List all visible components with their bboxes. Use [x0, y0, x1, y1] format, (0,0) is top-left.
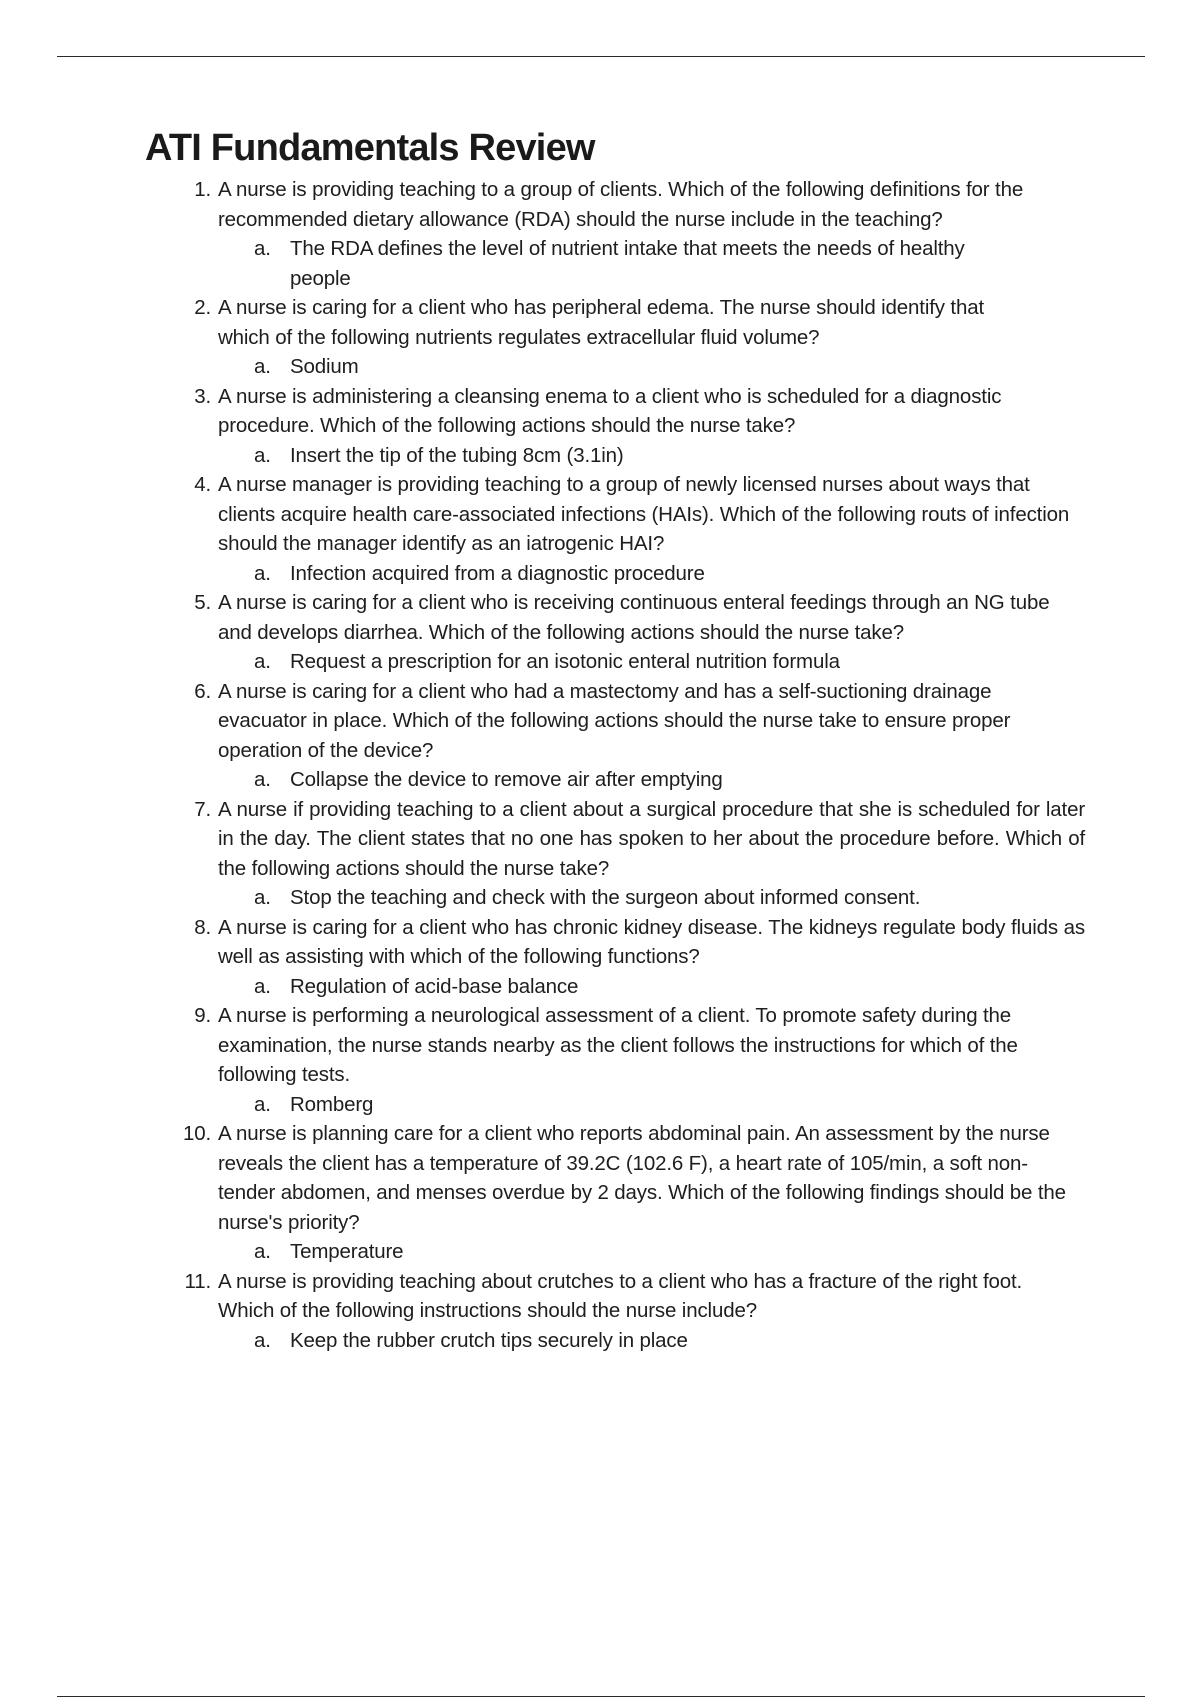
answer-letter: a.: [254, 355, 271, 378]
answer-item: [254, 1237, 1085, 1267]
question-item: [145, 382, 1085, 471]
question-text: A nurse is caring for a client who has chronic kidney disease. The kidneys regulate body fluids as well as assisting with which of the following functions?: [218, 915, 1085, 968]
answer-text: Romberg: [290, 1092, 374, 1116]
bottom-rule: [57, 1696, 1145, 1697]
question-text: A nurse manager is providing teaching to a group of newly licensed nurses about ways that clients acquire health care-associated infections (HAIs). Which of the following routs of infection should the manager identify as an iatrogenic HAI?: [218, 473, 1070, 555]
question-number: 4.: [194, 473, 211, 496]
answer-letter: a.: [254, 1092, 271, 1116]
answer-item: [254, 1090, 1085, 1120]
answer-letter: a.: [254, 561, 271, 585]
answer-item: [254, 352, 1085, 382]
answer-letter: a.: [254, 974, 271, 998]
answer-item: [254, 234, 1085, 293]
question-text: A nurse is providing teaching to a group of clients. Which of the following definitions for the recommended dietary allowance (RDA) should the nurse include in the teaching?: [218, 178, 1024, 231]
answer-text: Keep the rubber crutch tips securely in place: [290, 1328, 688, 1352]
question-item: [145, 1001, 1085, 1119]
answer-text: Regulation of acid-base balance: [290, 974, 579, 998]
answer-item: [254, 559, 1085, 589]
question-number: 1.: [194, 178, 211, 201]
question-number: 2.: [194, 296, 211, 319]
question-item: [145, 677, 1085, 795]
question-item: [145, 795, 1085, 913]
question-text: A nurse is caring for a client who has peripheral edema. The nurse should identify that which of the following nutrients regulates extracellular fluid volume?: [218, 296, 985, 349]
question-item: [145, 1267, 1085, 1356]
question-number: 10.: [182, 1122, 211, 1145]
answer-text: Collapse the device to remove air after emptying: [290, 768, 723, 791]
question-number: 8.: [194, 915, 211, 939]
document-body: [145, 126, 1085, 1355]
question-item: [145, 293, 1085, 382]
answer-letter: a.: [254, 443, 271, 467]
question-text: A nurse is caring for a client who is receiving continuous enteral feedings through an NG tube and develops diarrhea. Which of the following actions should the nurse take?: [218, 591, 1050, 644]
answer-item: [254, 1326, 1085, 1356]
answer-item: [254, 765, 1085, 795]
question-text: A nurse if providing teaching to a client about a surgical procedure that she is scheduled for later in the day. The client states that no one has spoken to her about the procedure before. Which of the following actions should the nurse take?: [218, 797, 1085, 880]
question-text: A nurse is providing teaching about crutches to a client who has a fracture of the right foot. Which of the following instructions should the nurse include?: [218, 1269, 1023, 1322]
question-number: 6.: [194, 679, 211, 703]
question-number: 9.: [194, 1004, 211, 1027]
question-item: [145, 913, 1085, 1002]
top-rule: [57, 56, 1145, 57]
question-text: A nurse is performing a neurological assessment of a client. To promote safety during the examination, the nurse stands nearby as the client follows the instructions for which of the following tests.: [218, 1004, 1018, 1086]
answer-item: [254, 972, 1085, 1002]
answer-item: [254, 441, 1085, 471]
question-item: [145, 175, 1085, 293]
question-text: A nurse is administering a cleansing enema to a client who is scheduled for a diagnostic procedure. Which of the following actions should the nurse take?: [218, 384, 1002, 437]
answer-letter: a.: [254, 1240, 271, 1263]
page-title: ATI Fundamentals Review: [145, 127, 595, 169]
answer-text: Temperature: [290, 1240, 404, 1263]
answer-text: The RDA defines the level of nutrient intake that meets the needs of healthy people: [290, 237, 965, 290]
answer-text: Request a prescription for an isotonic enteral nutrition formula: [290, 650, 840, 673]
question-number: 7.: [194, 797, 211, 821]
answer-text: Stop the teaching and check with the surgeon about informed consent.: [290, 886, 921, 909]
answer-letter: a.: [254, 650, 271, 673]
answer-letter: a.: [254, 237, 271, 260]
question-item: [145, 1119, 1085, 1267]
answer-text: Infection acquired from a diagnostic procedure: [290, 561, 705, 585]
answer-letter: a.: [254, 768, 271, 791]
question-text: A nurse is planning care for a client who reports abdominal pain. An assessment by the nurse reveals the client has a temperature of 39.2C (102.6 F), a heart rate of 105/min, a soft non-tender abdomen, and menses overdue by 2 days. Which of the following findings should be the nurse's priority?: [218, 1122, 1066, 1234]
question-item: [145, 470, 1085, 588]
question-number: 3.: [194, 384, 211, 408]
question-number: 11.: [184, 1269, 211, 1293]
answer-letter: a.: [254, 886, 271, 909]
question-item: [145, 588, 1085, 677]
answer-text: Insert the tip of the tubing 8cm (3.1in): [290, 443, 624, 467]
answer-letter: a.: [254, 1328, 271, 1352]
answer-item: [254, 883, 1085, 913]
question-list: [145, 175, 1085, 1355]
question-number: 5.: [194, 591, 211, 614]
answer-text: Sodium: [290, 355, 359, 378]
question-text: A nurse is caring for a client who had a mastectomy and has a self-suctioning drainage evacuator in place. Which of the following actions should the nurse take to ensure proper operation of the device?: [218, 679, 1011, 762]
answer-item: [254, 647, 1085, 677]
